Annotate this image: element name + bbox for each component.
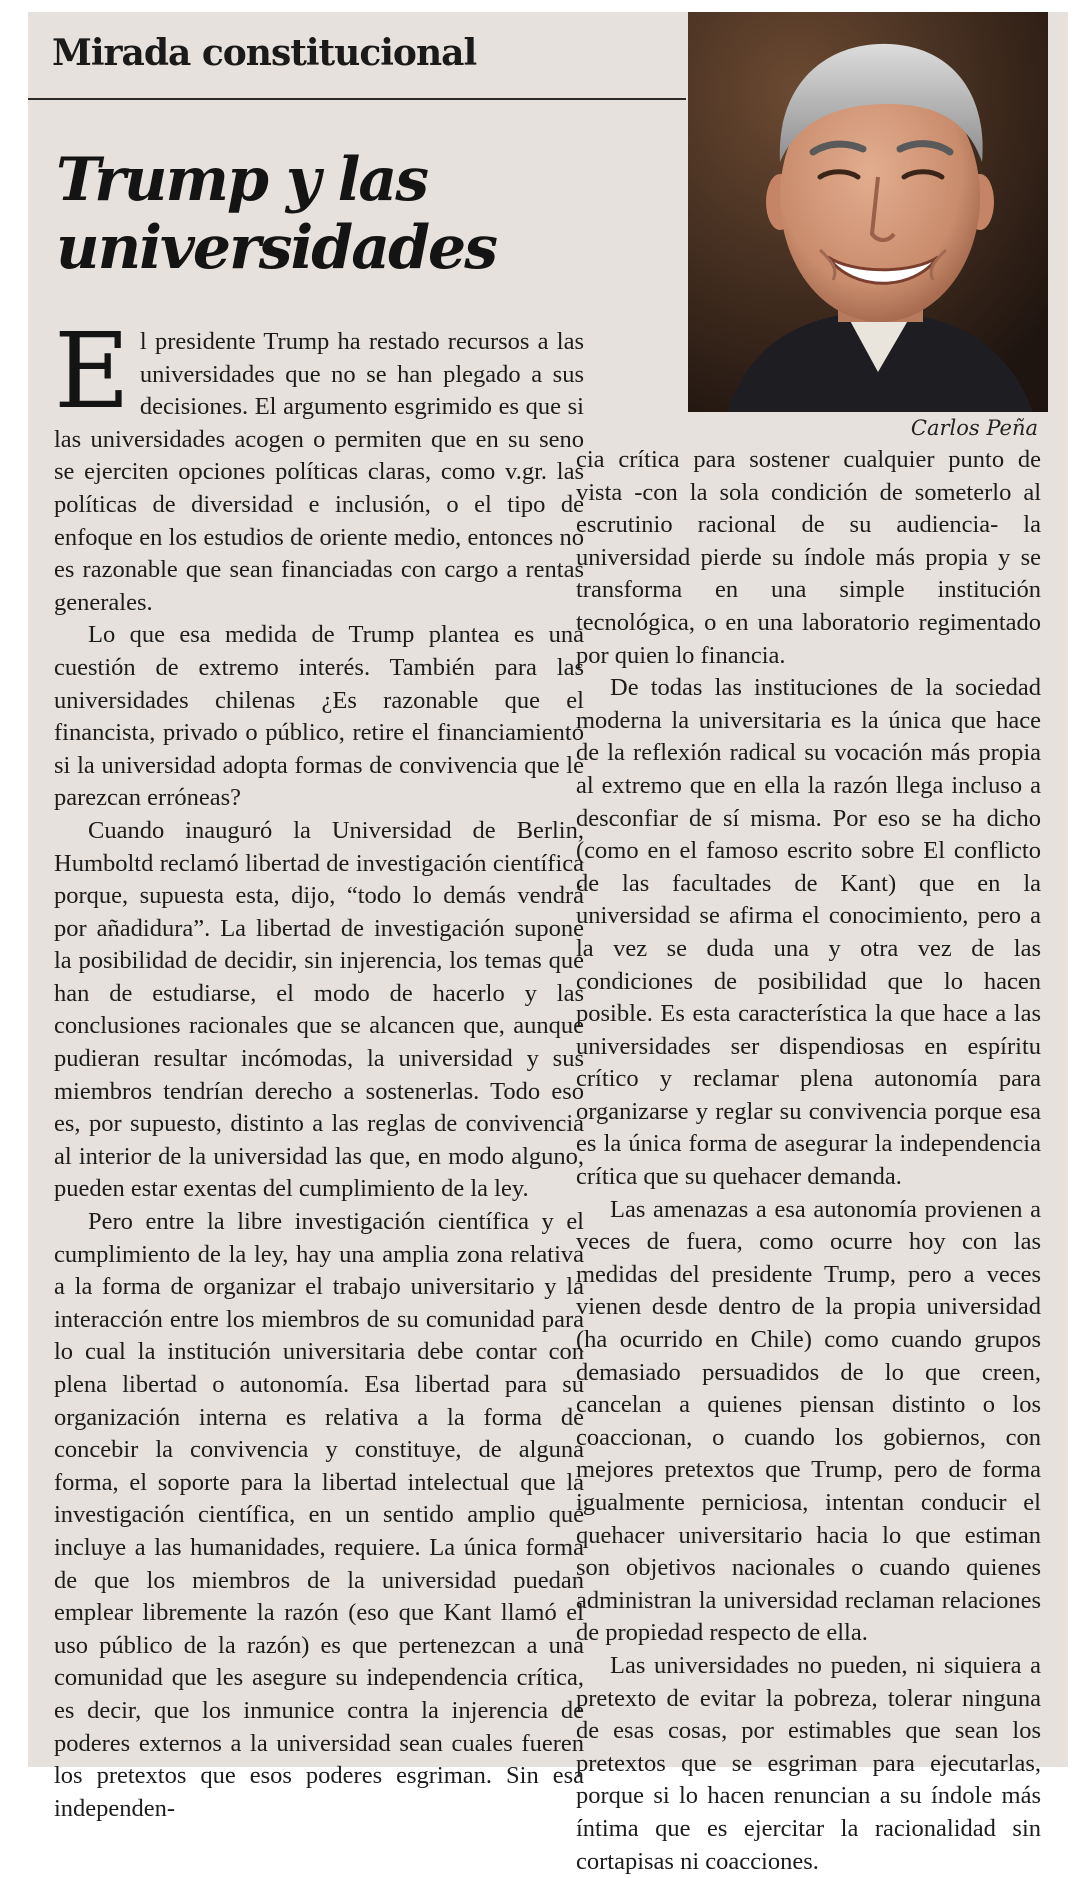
article-column-right xyxy=(576,444,1041,1878)
section-label: Mirada constitucional xyxy=(52,32,477,74)
article-headline: Trump y las universidades xyxy=(56,145,496,283)
newspaper-clipping xyxy=(28,12,1068,1875)
paragraph-1-text: l presidente Trump ha restado recursos a las universidades que no se han plegado a sus decisiones. El argumento esgrimido es que si las universidades acogen o permiten que en su seno se ejerciten opciones políticas claras, como v.gr. las políticas de diversidad e inclusión, o el tipo de enfoque en los estudios de oriente medio, entonces no es razonable que sean financiadas con cargo a rentas generales. xyxy=(54,328,584,616)
drop-cap: E xyxy=(54,310,130,432)
header-rule xyxy=(28,98,686,100)
author-photo xyxy=(688,12,1048,412)
paragraph-4: Pero entre la libre investigación científica y el cumplimiento de la ley, hay una amplia zona relativa a la forma de organizar el trabajo universitario y la interacción entre los miembros de su comunidad para lo cual la institución universitaria debe contar con plena libertad o autonomía. Esa libertad para su organización interna es relativa a la forma de concebir la convivencia y constituye, de alguna forma, el soporte para la libertad intelectual que la investigación científica, en un sentido amplio que incluye a las humanidades, requiere. La única forma de que los miembros de la universidad puedan emplear libremente la razón (eso que Kant llamó el uso público de la razón) es que pertenezcan a una comunidad que les asegure su independencia crítica, es decir, que los inmunice contra la injerencia de poderes externos a la universidad sean cuales fueren los pretextos que esos poderes esgriman. Sin esa independen- xyxy=(54,1208,584,1822)
paragraph-6: De todas las instituciones de la sociedad moderna la universitaria es la única que hace de la reflexión radical su vocación más propia al extremo que en ella la razón llega incluso a desconfiar de sí misma. Por eso se ha dicho (como en el famoso escrito sobre El conflicto de las facultades de Kant) que en la universidad se afirma el conocimiento, pero a la vez se duda una y otra vez de las condiciones de posibilidad que lo hacen posible. Es esta característica la que hace a las universidades ser dispendiosas en espíritu crítico y reclamar plena autonomía para organizarse y reglar su convivencia porque esa es la única forma de asegurar la independencia crítica que su quehacer demanda. xyxy=(576,674,1041,1191)
paragraph-2: Lo que esa medida de Trump plantea es una cuestión de extremo interés. También para las universidades chilenas ¿Es razonable que el financista, privado o público, retire el financiamiento si la universidad adopta formas de convivencia que le parezcan erróneas? xyxy=(54,621,584,812)
paragraph-3: Cuando inauguró la Universidad de Berlin, Humboltd reclamó libertad de investigación científica porque, supuesta esta, dijo, “todo lo demás vendrá por añadidura”. La libertad de investigación supone la posibilidad de decidir, sin injerencia, los temas que han de estudiarse, el modo de hacerlo y las conclusiones racionales que se alcancen que, aunque pudieran resultar incómodas, la universidad y sus miembros tendrían derecho a sostenerlas. Todo eso es, por supuesto, distinto a las reglas de convivencia al interior de la universidad las que, en modo alguno, pueden estar exentas del cumplimiento de la ley. xyxy=(54,816,584,1203)
author-caption: Carlos Peña xyxy=(910,416,1038,440)
article-column-left xyxy=(54,310,584,1825)
paragraph-7: Las amenazas a esa autonomía provienen a veces de fuera, como ocurre hoy con las medidas del presidente Trump, pero a veces vienen desde dentro de la propia universidad (ha ocurrido en Chile) como cuando grupos demasiado persuadidos de lo que creen, cancelan a quienes piensan distinto o los coaccionan, o cuando los gobiernos, con mejores pretextos que Trump, pero de forma igualmente perniciosa, intentan conducir el quehacer universitario hacia lo que estiman son objetivos nacionales o cuando quienes administran la universidad reclaman relaciones de propiedad respecto de ella. xyxy=(576,1195,1041,1647)
paragraph-1 xyxy=(54,310,584,619)
paragraph-5: cia crítica para sostener cualquier punto de vista -con la sola condición de someterlo al escrutinio racional de su audiencia- la universidad pierde su índole más propia y se transforma en una simple institución tecnológica, o en una laboratorio regimentado por quien lo financia. xyxy=(576,446,1041,669)
author-portrait-image xyxy=(688,12,1048,412)
paragraph-8: Las universidades no pueden, ni siquiera a pretexto de evitar la pobreza, tolerar ninguna de esas cosas, por estimables que sean los pretextos que se esgriman para ejecutarlas, porque si lo hacen renuncian a su índole más íntima que es ejercitar la racionalidad sin cortapisas ni coacciones. xyxy=(576,1651,1041,1875)
